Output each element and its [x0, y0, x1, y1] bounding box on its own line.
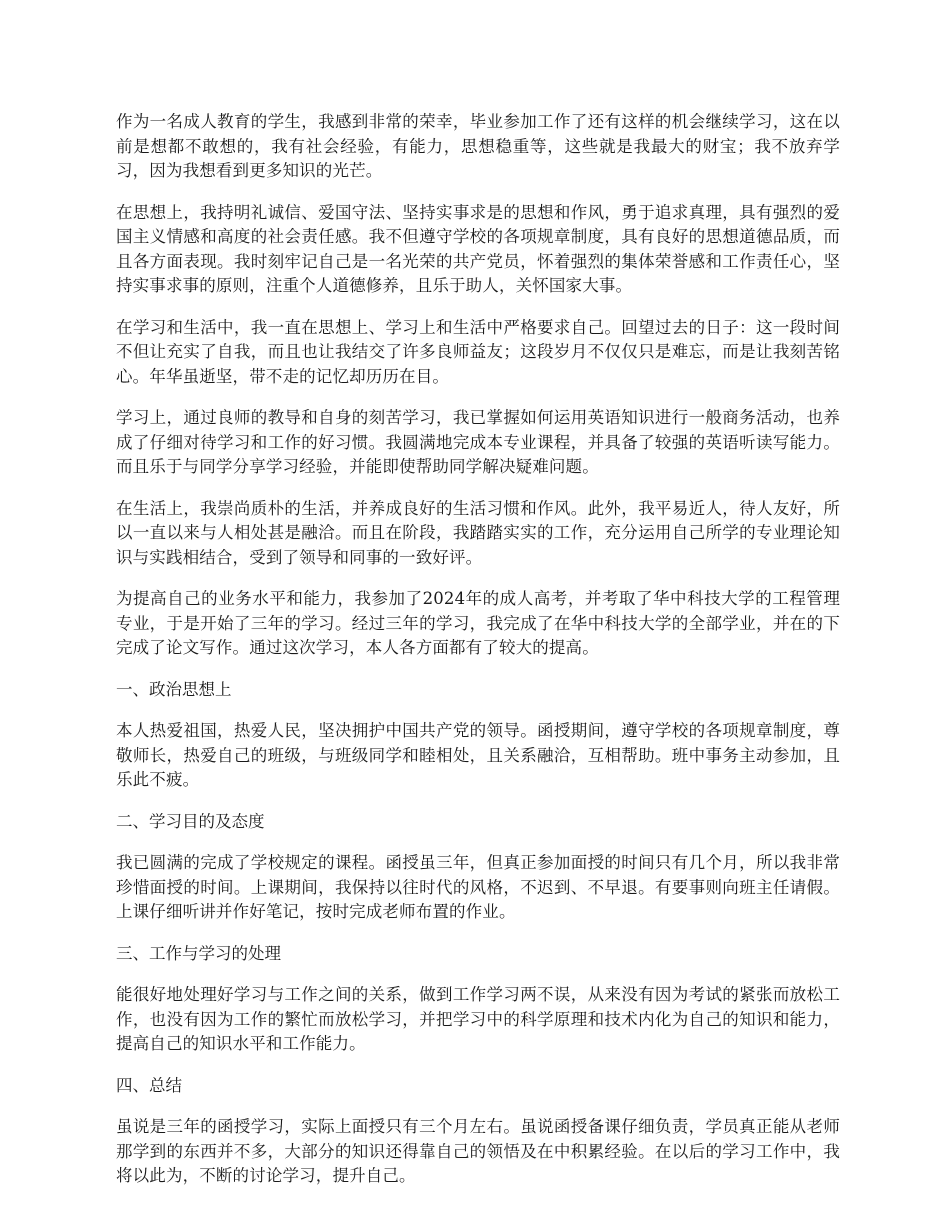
paragraph-exam: 为提高自己的业务水平和能力，我参加了2024年的成人高考，并考取了华中科技大学的工程管理专业，于是开始了三年的学习。经过三年的学习，我完成了在华中科技大学的全部学业，并在的下完成了论文写作。通过这次学习，本人各方面都有了较大的提高。: [116, 589, 840, 657]
paragraph-ideology: 在思想上，我持明礼诚信、爱国守法、坚持实事求是的思想和作风，勇于追求真理，具有强烈的爱国主义情感和高度的社会责任感。我不但遵守学校的各项规章制度，具有良好的思想道德品质，而且各方面表现。我时刻牢记自己是一名光荣的共产党员，怀着强烈的集体荣誉感和工作责任心，坚持实事求事的原则，注重个人道德修养，且乐于助人，关怀国家大事。: [116, 202, 840, 295]
section-heading-work-study: 三、工作与学习的处理: [116, 943, 281, 963]
paragraph-study-life: 在学习和生活中，我一直在思想上、学习上和生活中严格要求自己。回望过去的日子：这一段时间不但让充实了自我，而且也让我结交了许多良师益友；这段岁月不仅仅只是难忘，而是让我刻苦铭心。年华虽逝坚，带不走的记忆却历历在目。: [116, 317, 840, 386]
paragraph-intro: 作为一名成人教育的学生，我感到非常的荣幸，毕业参加工作了还有这样的机会继续学习，这在以前是想都不敢想的，我有社会经验，有能力，思想稳重等，这些就是我最大的财宝；我不放弃学习，因为我想看到更多知识的光芒。: [116, 112, 840, 180]
section-heading-attitude: 二、学习目的及态度: [116, 811, 265, 831]
paragraph-politics: 本人热爱祖国，热爱人民，坚决拥护中国共产党的领导。函授期间，遵守学校的各项规章制度，尊敬师长，热爱自己的班级，与班级同学和睦相处，且关系融洽，互相帮助。班中事务主动参加，且乐此不疲。: [116, 721, 840, 789]
section-heading-summary: 四、总结: [116, 1075, 182, 1095]
paragraph-summary: 虽说是三年的函授学习，实际上面授只有三个月左右。虽说函授备课仔细负责，学员真正能从老师那学到的东西并不多，大部分的知识还得靠自己的领悟及在中积累经验。在以后的学习工作中，我将以此为，不断的讨论学习，提升自己。: [116, 1117, 840, 1185]
paragraph-work-study: 能很好地处理好学习与工作之间的关系，做到工作学习两不误，从来没有因为考试的紧张而放松工作，也没有因为工作的繁忙而放松学习，并把学习中的科学原理和技术内化为自己的知识和能力，提高自己的知识水平和工作能力。: [116, 985, 840, 1053]
paragraph-attitude: 我已圆满的完成了学校规定的课程。函授虽三年，但真正参加面授的时间只有几个月，所以我非常珍惜面授的时间。上课期间，我保持以往时代的风格，不迟到、不早退。有要事则向班主任请假。上课仔细听讲并作好笔记，按时完成老师布置的作业。: [116, 853, 840, 921]
document-body: [116, 110, 840, 1206]
section-heading-politics: 一、政治思想上: [116, 679, 232, 699]
paragraph-life: 在生活上，我崇尚质朴的生活，并养成良好的生活习惯和作风。此外，我平易近人，待人友好，所以一直以来与人相处甚是融洽。而且在阶段，我踏踏实实的工作，充分运用自己所学的专业理论知识与实践相结合，受到了领导和同事的一致好评。: [116, 498, 840, 567]
paragraph-study: 学习上，通过良师的教导和自身的刻苦学习，我已掌握如何运用英语知识进行一般商务活动，也养成了仔细对待学习和工作的好习惯。我圆满地完成本专业课程，并具备了较强的英语听读写能力。而且乐于与同学分享学习经验，并能即使帮助同学解决疑难问题。: [116, 408, 840, 476]
